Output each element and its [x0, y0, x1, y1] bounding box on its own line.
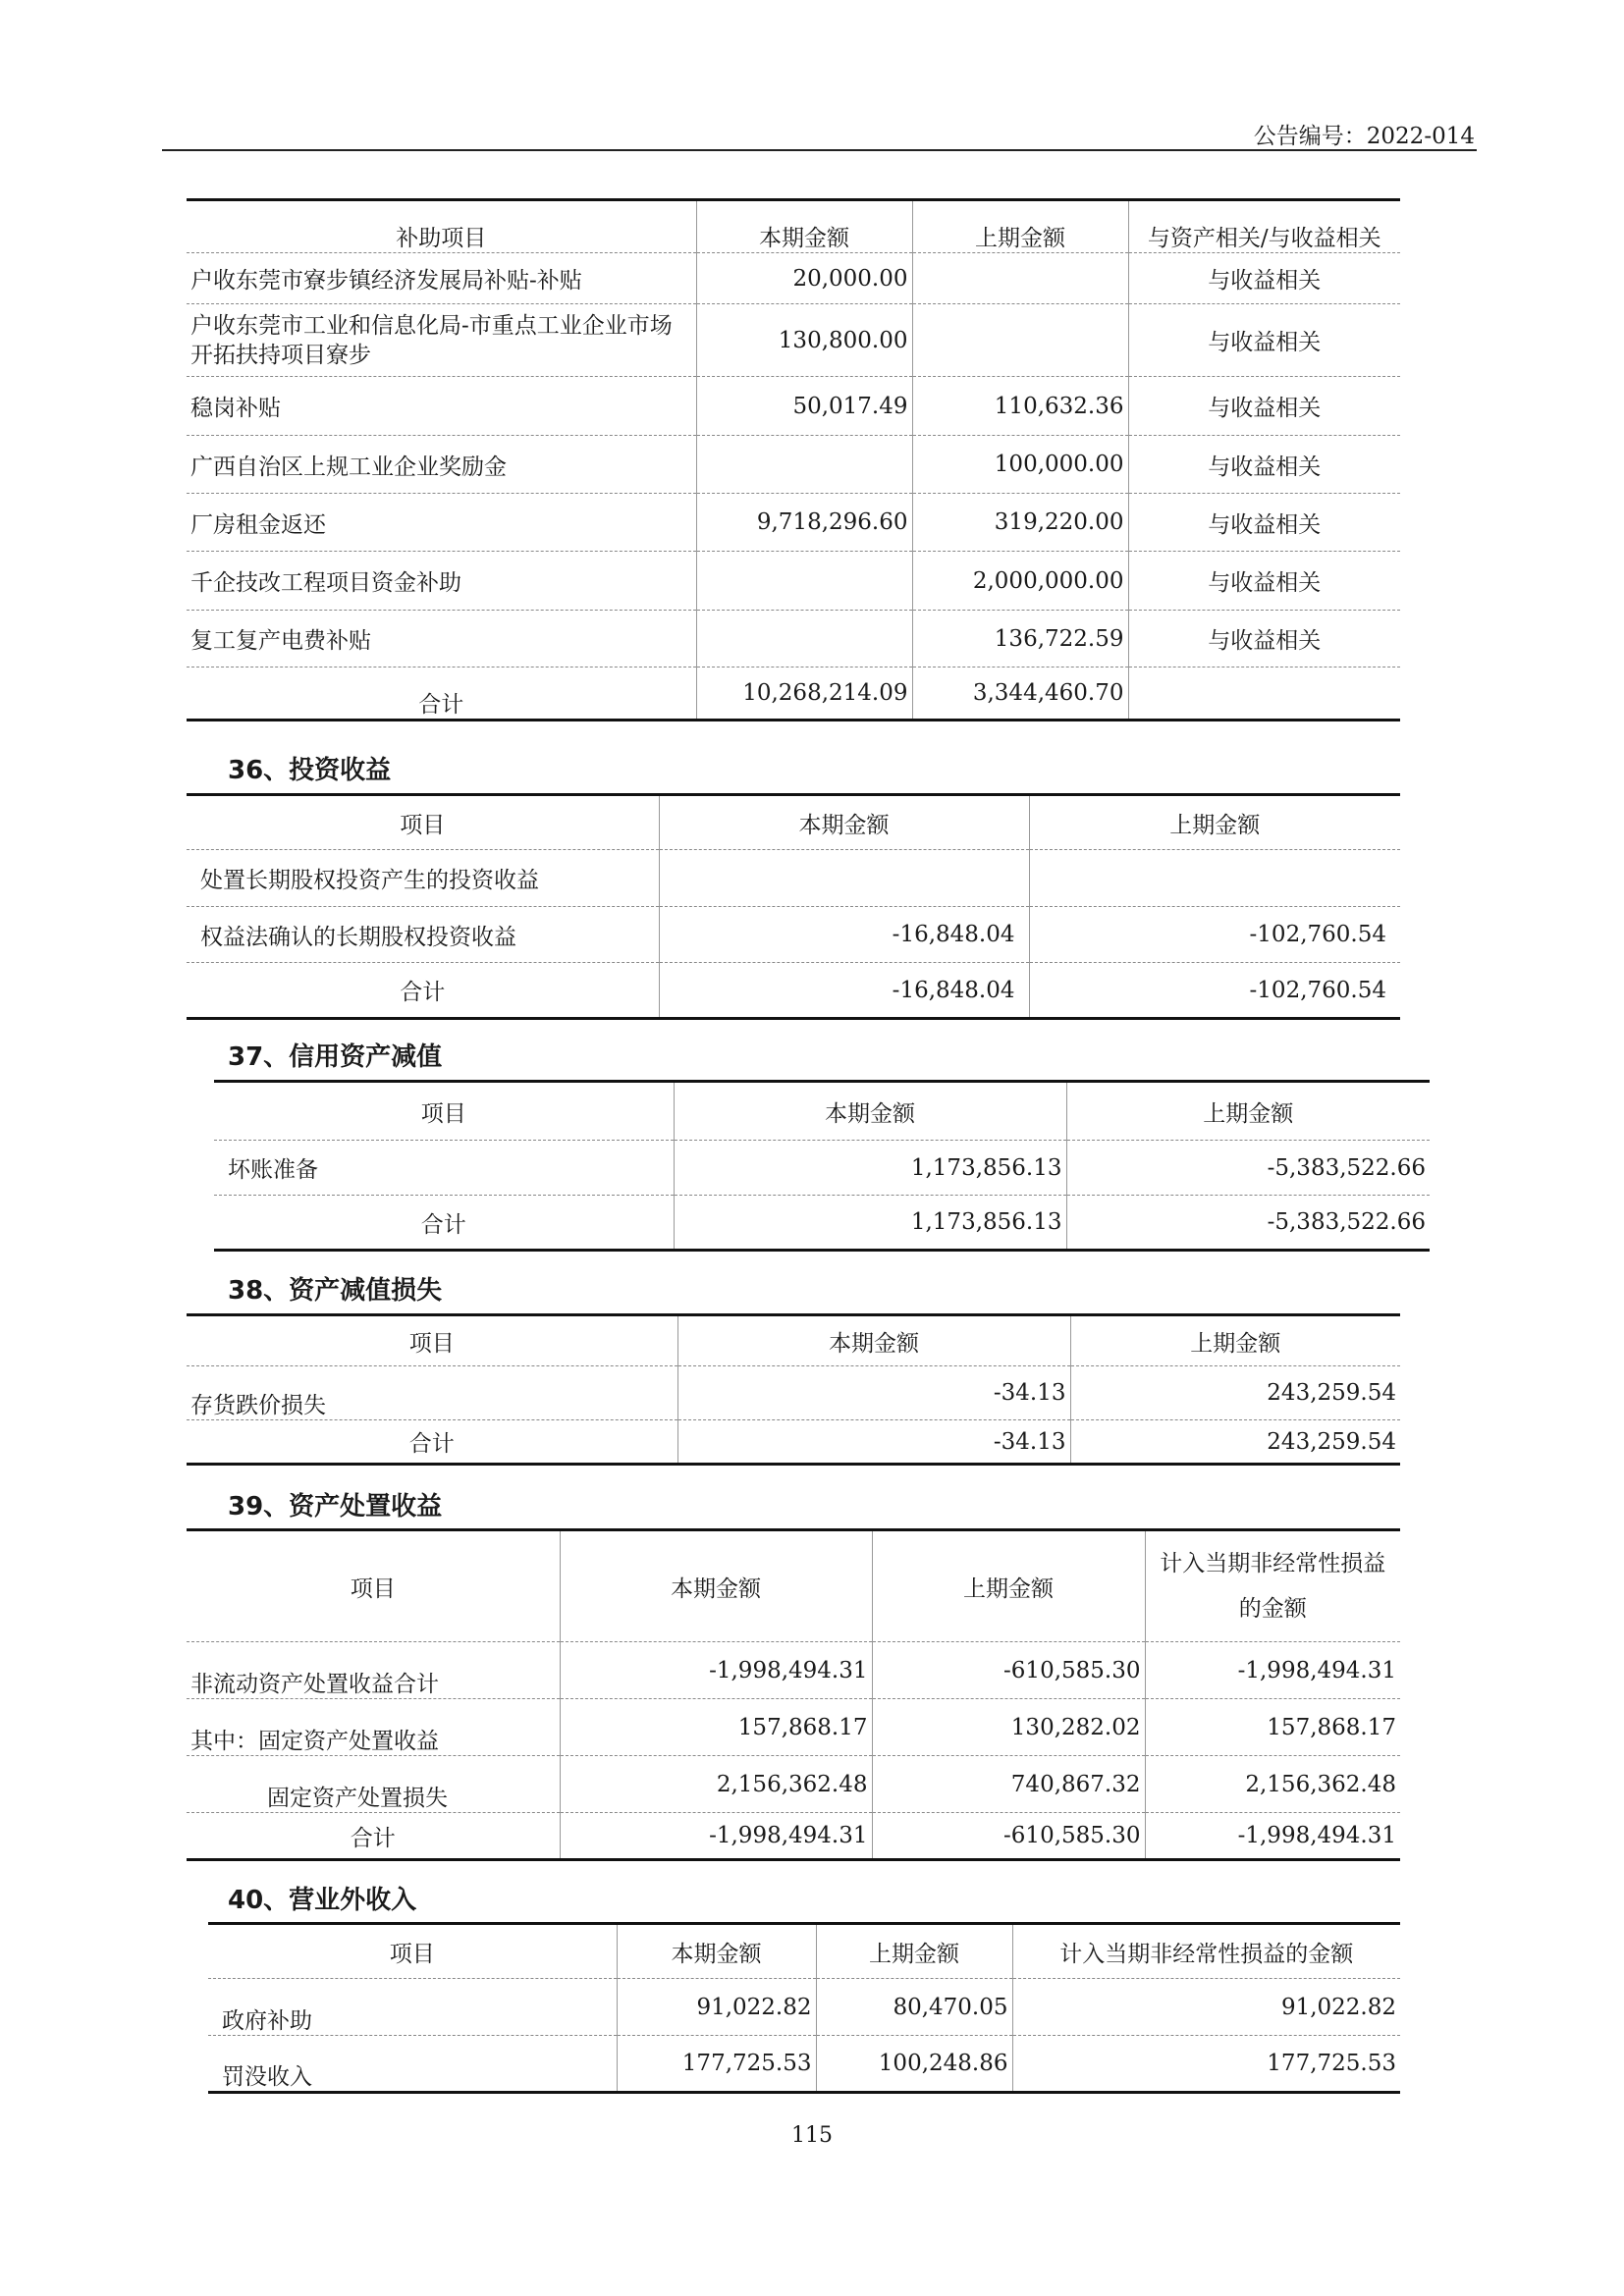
current-amount: 20,000.00 [696, 253, 912, 304]
current-amount: 130,800.00 [696, 304, 912, 377]
prior-amount: 2,000,000.00 [912, 552, 1128, 611]
item-name: 权益法确认的长期股权投资收益 [187, 907, 659, 963]
total-prior: -610,585.30 [872, 1813, 1145, 1860]
current-amount: -1,998,494.31 [560, 1642, 872, 1699]
non-recurring-amount: 91,022.82 [1012, 1979, 1400, 2036]
table-row [214, 1141, 1430, 1196]
table-row [187, 494, 1400, 552]
table-header-row [208, 1924, 1400, 1979]
item-name: 广西自治区上规工业企业奖励金 [187, 436, 696, 494]
section-title-36: 36、投资收益 [228, 756, 392, 785]
header-cell: 上期金额 [1029, 795, 1400, 850]
table-row [187, 907, 1400, 963]
table-row [187, 304, 1400, 377]
total-current: -16,848.04 [659, 963, 1029, 1019]
total-label: 合计 [187, 1813, 560, 1860]
s40-table-block [208, 1922, 1400, 2094]
subsidy-table-block [187, 198, 1400, 721]
relation-type: 与收益相关 [1128, 611, 1400, 667]
total-current: 1,173,856.13 [674, 1196, 1066, 1251]
announcement-code: 公告编号：2022-014 [1253, 124, 1475, 149]
table-header-row [187, 1530, 1400, 1642]
table-row [187, 1756, 1400, 1813]
header-cell: 计入当期非经常性损益的金额 [1012, 1924, 1400, 1979]
prior-amount: 100,248.86 [816, 2036, 1012, 2093]
current-amount: 50,017.49 [696, 377, 912, 436]
prior-amount [912, 304, 1128, 377]
relation-type: 与收益相关 [1128, 377, 1400, 436]
relation-type: 与收益相关 [1128, 494, 1400, 552]
prior-amount [1029, 850, 1400, 907]
current-amount: 2,156,362.48 [560, 1756, 872, 1813]
relation-type: 与收益相关 [1128, 552, 1400, 611]
s37-table-block [214, 1080, 1430, 1252]
header-cell: 本期金额 [560, 1530, 872, 1642]
current-amount [696, 611, 912, 667]
header-cell: 本期金额 [659, 795, 1029, 850]
item-name: 复工复产电费补贴 [187, 611, 696, 667]
prior-amount: 100,000.00 [912, 436, 1128, 494]
header-cell: 本期金额 [674, 1082, 1066, 1141]
total-current: -34.13 [677, 1420, 1070, 1465]
total-label: 合计 [187, 963, 659, 1019]
current-amount [696, 436, 912, 494]
non-recurring-amount: -1,998,494.31 [1145, 1642, 1400, 1699]
header-cell: 项目 [389, 1941, 435, 1967]
header-cell: 计入当期非经常性损益的金额 [1145, 1530, 1400, 1642]
item-name: 存货跌价损失 [187, 1366, 677, 1420]
header-cell: 项目 [420, 1100, 466, 1127]
table-row [187, 1642, 1400, 1699]
prior-amount: 243,259.54 [1070, 1366, 1400, 1420]
asset-disposal-table [187, 1528, 1400, 1861]
prior-amount: 740,867.32 [872, 1756, 1145, 1813]
table-row [187, 1699, 1400, 1756]
table-row [187, 377, 1400, 436]
item-name: 稳岗补贴 [187, 377, 696, 436]
current-amount: 177,725.53 [617, 2036, 816, 2093]
prior-amount: 80,470.05 [816, 1979, 1012, 2036]
item-name: 非流动资产处置收益合计 [187, 1642, 560, 1699]
investment-income-table [187, 793, 1400, 1020]
header-cell: 上期金额 [912, 200, 1128, 253]
asset-impairment-table [187, 1313, 1400, 1466]
total-label: 合计 [214, 1196, 674, 1251]
total-row [187, 667, 1400, 721]
header-cell: 上期金额 [1070, 1315, 1400, 1366]
non-operating-income-table [208, 1922, 1400, 2094]
table-row [187, 552, 1400, 611]
section-title-40: 40、营业外收入 [228, 1886, 417, 1915]
prior-amount: 136,722.59 [912, 611, 1128, 667]
credit-impairment-table [214, 1080, 1430, 1252]
total-current: 10,268,214.09 [696, 667, 912, 721]
relation-type: 与收益相关 [1128, 436, 1400, 494]
current-amount: 1,173,856.13 [674, 1141, 1066, 1196]
total-row [214, 1196, 1430, 1251]
current-amount: 9,718,296.60 [696, 494, 912, 552]
item-name: 罚没收入 [208, 2036, 617, 2093]
header-cell: 项目 [350, 1575, 396, 1602]
s39-table-block [187, 1528, 1400, 1861]
current-amount [659, 850, 1029, 907]
current-amount: 91,022.82 [617, 1979, 816, 2036]
prior-amount: -610,585.30 [872, 1642, 1145, 1699]
total-row [187, 1813, 1400, 1860]
header-cell: 补助项目 [396, 226, 487, 251]
header-cell: 项目 [408, 1330, 455, 1357]
header-cell: 上期金额 [1066, 1082, 1430, 1141]
current-amount [696, 552, 912, 611]
header-cell: 本期金额 [677, 1315, 1070, 1366]
total-prior: -102,760.54 [1029, 963, 1400, 1019]
item-name: 坏账准备 [214, 1141, 674, 1196]
header-cell: 本期金额 [617, 1924, 816, 1979]
total-row [187, 963, 1400, 1019]
table-row [187, 611, 1400, 667]
prior-amount: -102,760.54 [1029, 907, 1400, 963]
table-header-row [187, 1315, 1400, 1366]
item-name: 处置长期股权投资产生的投资收益 [187, 850, 659, 907]
table-row [208, 2036, 1400, 2093]
section-title-38: 38、资产减值损失 [228, 1276, 443, 1306]
header-cell: 本期金额 [696, 200, 912, 253]
table-row [187, 436, 1400, 494]
total-current: -1,998,494.31 [560, 1813, 872, 1860]
relation-type: 与收益相关 [1128, 253, 1400, 304]
header-rule [162, 149, 1477, 151]
section-title-37: 37、信用资产减值 [228, 1042, 443, 1072]
s36-table-block [187, 793, 1400, 1020]
header-cell: 与资产相关/与收益相关 [1128, 200, 1400, 253]
relation-type: 与收益相关 [1128, 304, 1400, 377]
item-name: 政府补助 [208, 1979, 617, 2036]
table-header-row [187, 795, 1400, 850]
prior-amount: -5,383,522.66 [1066, 1141, 1430, 1196]
current-amount: 157,868.17 [560, 1699, 872, 1756]
header-cell: 项目 [400, 812, 446, 838]
item-name: 固定资产处置损失 [187, 1756, 560, 1813]
table-row [187, 1366, 1400, 1420]
header-cell: 上期金额 [816, 1924, 1012, 1979]
total-prior: 243,259.54 [1070, 1420, 1400, 1465]
prior-amount: 110,632.36 [912, 377, 1128, 436]
prior-amount: 130,282.02 [872, 1699, 1145, 1756]
prior-amount: 319,220.00 [912, 494, 1128, 552]
non-recurring-amount: 157,868.17 [1145, 1699, 1400, 1756]
non-recurring-amount: 2,156,362.48 [1145, 1756, 1400, 1813]
item-name: 千企技改工程项目资金补助 [187, 552, 696, 611]
s38-table-block [187, 1313, 1400, 1466]
total-non-recurring: -1,998,494.31 [1145, 1813, 1400, 1860]
table-row [208, 1979, 1400, 2036]
table-row [187, 850, 1400, 907]
current-amount: -34.13 [677, 1366, 1070, 1420]
page-number: 115 [791, 2123, 833, 2148]
table-row [187, 253, 1400, 304]
total-label: 合计 [187, 667, 696, 721]
total-relation [1128, 667, 1400, 721]
item-name: 其中：固定资产处置收益 [187, 1699, 560, 1756]
total-prior: 3,344,460.70 [912, 667, 1128, 721]
prior-amount [912, 253, 1128, 304]
table-header-row [214, 1082, 1430, 1141]
section-title-39: 39、资产处置收益 [228, 1492, 443, 1522]
item-name: 厂房租金返还 [187, 494, 696, 552]
total-prior: -5,383,522.66 [1066, 1196, 1430, 1251]
item-name: 户收东莞市工业和信息化局-市重点工业企业市场开拓扶持项目寮步 [187, 304, 696, 377]
total-row [187, 1420, 1400, 1465]
current-amount: -16,848.04 [659, 907, 1029, 963]
total-label: 合计 [187, 1420, 677, 1465]
header-cell: 上期金额 [872, 1530, 1145, 1642]
non-recurring-amount: 177,725.53 [1012, 2036, 1400, 2093]
table-header-row [187, 200, 1400, 253]
item-name: 户收东莞市寮步镇经济发展局补贴-补贴 [187, 253, 696, 304]
subsidy-table [187, 198, 1400, 721]
